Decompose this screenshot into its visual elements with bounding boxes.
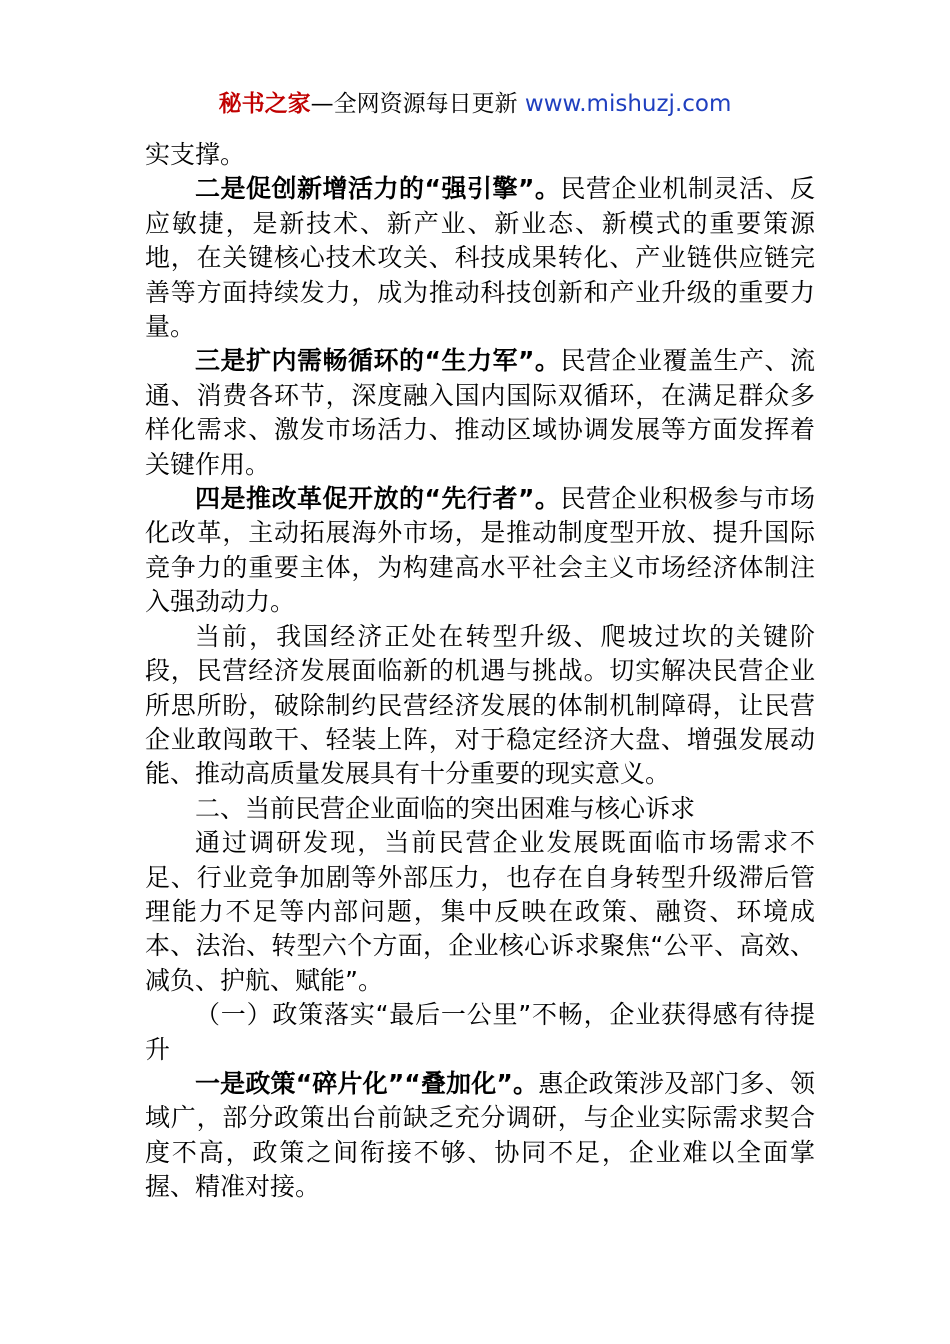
paragraph-text: 惠企政策涉及部门多、领域广，部分政策出台前缺乏充分调研，与企业实际需求契合度不高，政策之间衔接不够、协同不足，企业难以全面掌握、精准对接。 — [145, 1068, 815, 1202]
paragraph — [145, 1067, 815, 1205]
site-url-link[interactable]: www.mishuzj.com — [524, 91, 732, 117]
paragraph-text: 民营企业积极参与市场化改革，主动拓展海外市场，是推动制度型开放、提升国际竞争力的重要主体，为构建高水平社会主义市场经济体制注入强劲动力。 — [145, 484, 815, 617]
subsection-heading: （一）政策落实“最后一公里”不畅，企业获得感有待提升 — [145, 1000, 815, 1064]
paragraph-text: 民营企业机制灵活、反应敏捷，是新技术、新产业、新业态、新模式的重要策源地，在关键核心技术攻关、科技成果转化、产业链供应链完善等方面持续发力，成为推动科技创新和产业升级的重要力量。 — [145, 174, 815, 342]
paragraph — [145, 826, 815, 998]
paragraph — [145, 482, 815, 620]
site-brand: 秘书之家 — [218, 91, 311, 117]
paragraph — [145, 344, 815, 482]
document-body — [145, 138, 815, 1205]
paragraph-lead: 一是政策“碎片化”“叠加化”。 — [195, 1068, 539, 1098]
paragraph-text: 当前，我国经济正处在转型升级、爬坡过坎的关键阶段，民营经济发展面临新的机遇与挑战。切实解决民营企业所思所盼，破除制约民营经济发展的体制机制障碍，让民营企业敢闯敢干、轻装上阵，对于稳定经济大盘、增强发展动能、推动高质量发展具有十分重要的现实意义。 — [145, 621, 815, 789]
site-header — [0, 86, 950, 122]
paragraph-lead: 二是促创新增活力的“强引擎”。 — [195, 174, 561, 204]
section-heading: 二、当前民营企业面临的突出困难与核心诉求 — [195, 793, 696, 823]
paragraph: 实支撑。 — [145, 140, 246, 169]
site-tagline: —全网资源每日更新 — [310, 91, 518, 117]
paragraph-lead: 三是扩内需畅循环的“生力军”。 — [195, 346, 561, 376]
paragraph-lead: 四是推改革促开放的“先行者”。 — [195, 484, 561, 514]
paragraph-text: 民营企业覆盖生产、流通、消费各环节，深度融入国内国际双循环，在满足群众多样化需求、激发市场活力、推动区域协调发展等方面发挥着关键作用。 — [145, 346, 815, 479]
paragraph — [145, 620, 815, 792]
paragraph-text: 通过调研发现，当前民营企业发展既面临市场需求不足、行业竞争加剧等外部压力，也存在自身转型升级滞后管理能力不足等内部问题，集中反映在政策、融资、环境成本、法治、转型六个方面，企业核心诉求聚焦“公平、高效、减负、护航、赋能”。 — [145, 828, 815, 995]
paragraph — [145, 172, 815, 344]
